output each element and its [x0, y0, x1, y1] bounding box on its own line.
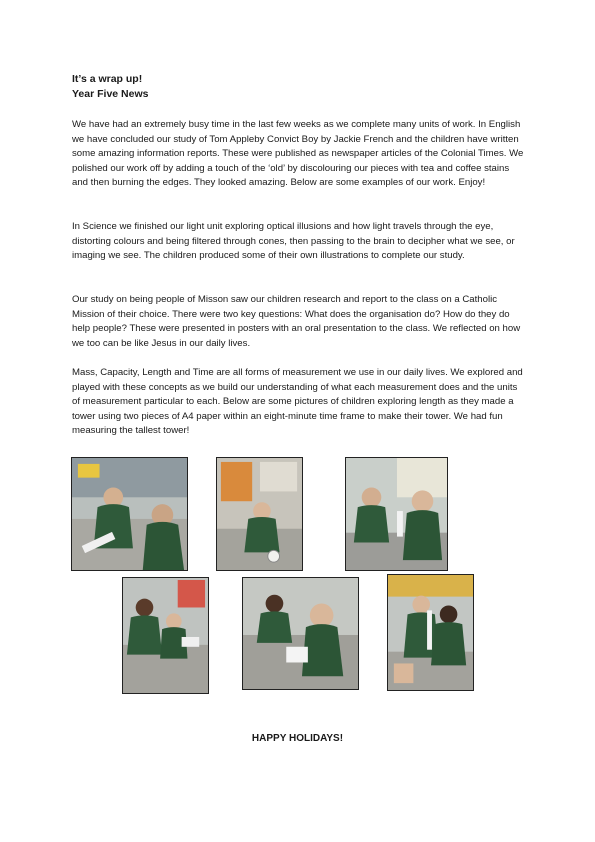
- classroom-photo-5: [242, 577, 359, 690]
- classroom-photo-6: [387, 574, 474, 691]
- paragraph-mission: Our study on being people of Misson saw our children research and report to the class on a Catholic Mission of their choice. There were two key questions: What does the organisation do? How do they do help people? These were presented in posters with an oral presentation to the class. We reflected on how we too can be like Jesus in our daily lives.: [72, 294, 521, 349]
- paragraph-measurement: Mass, Capacity, Length and Time are all forms of measurement we use in our daily lives. We explored and played with these concepts as we build our understanding of what each measurement does and the units of measurement particular to each. Below are some pictures of children exploring length as they made a tower using two pieces of A4 paper within an eight-minute time frame to make their tower. We had fun measuring the tallest tower!: [72, 367, 523, 437]
- paragraph-english: We have had an extremely busy time in the last few weeks as we complete many units of work. In English we have concluded our study of Tom Appleby Convict Boy by Jackie French and the children have written some amazing information reports. These were published as newspaper articles of the Colonial Times. We polished our work off by adding a touch of the ‘old’ by discolouring our pieces with tea and coffee stains and then burning the edges. They looked amazing. Below are some examples of our work. Enjoy!: [72, 119, 524, 189]
- heading-title: It’s a wrap up!: [72, 73, 143, 85]
- heading: [72, 72, 148, 102]
- classroom-photo-3: [345, 457, 448, 571]
- classroom-photo-1: [71, 457, 188, 571]
- classroom-photo-2: [216, 457, 303, 571]
- paragraph-science: In Science we finished our light unit exploring optical illusions and how light travels through the eye, distorting colours and being filtered through cones, then passing to the brain to decipher what we see, or imaging we see. The children produced some of their own illustrations to complete our study.: [72, 221, 515, 262]
- classroom-photo-4: [122, 577, 209, 694]
- heading-subtitle: Year Five News: [72, 88, 149, 100]
- footer-message: HAPPY HOLIDAYS!: [251, 733, 344, 744]
